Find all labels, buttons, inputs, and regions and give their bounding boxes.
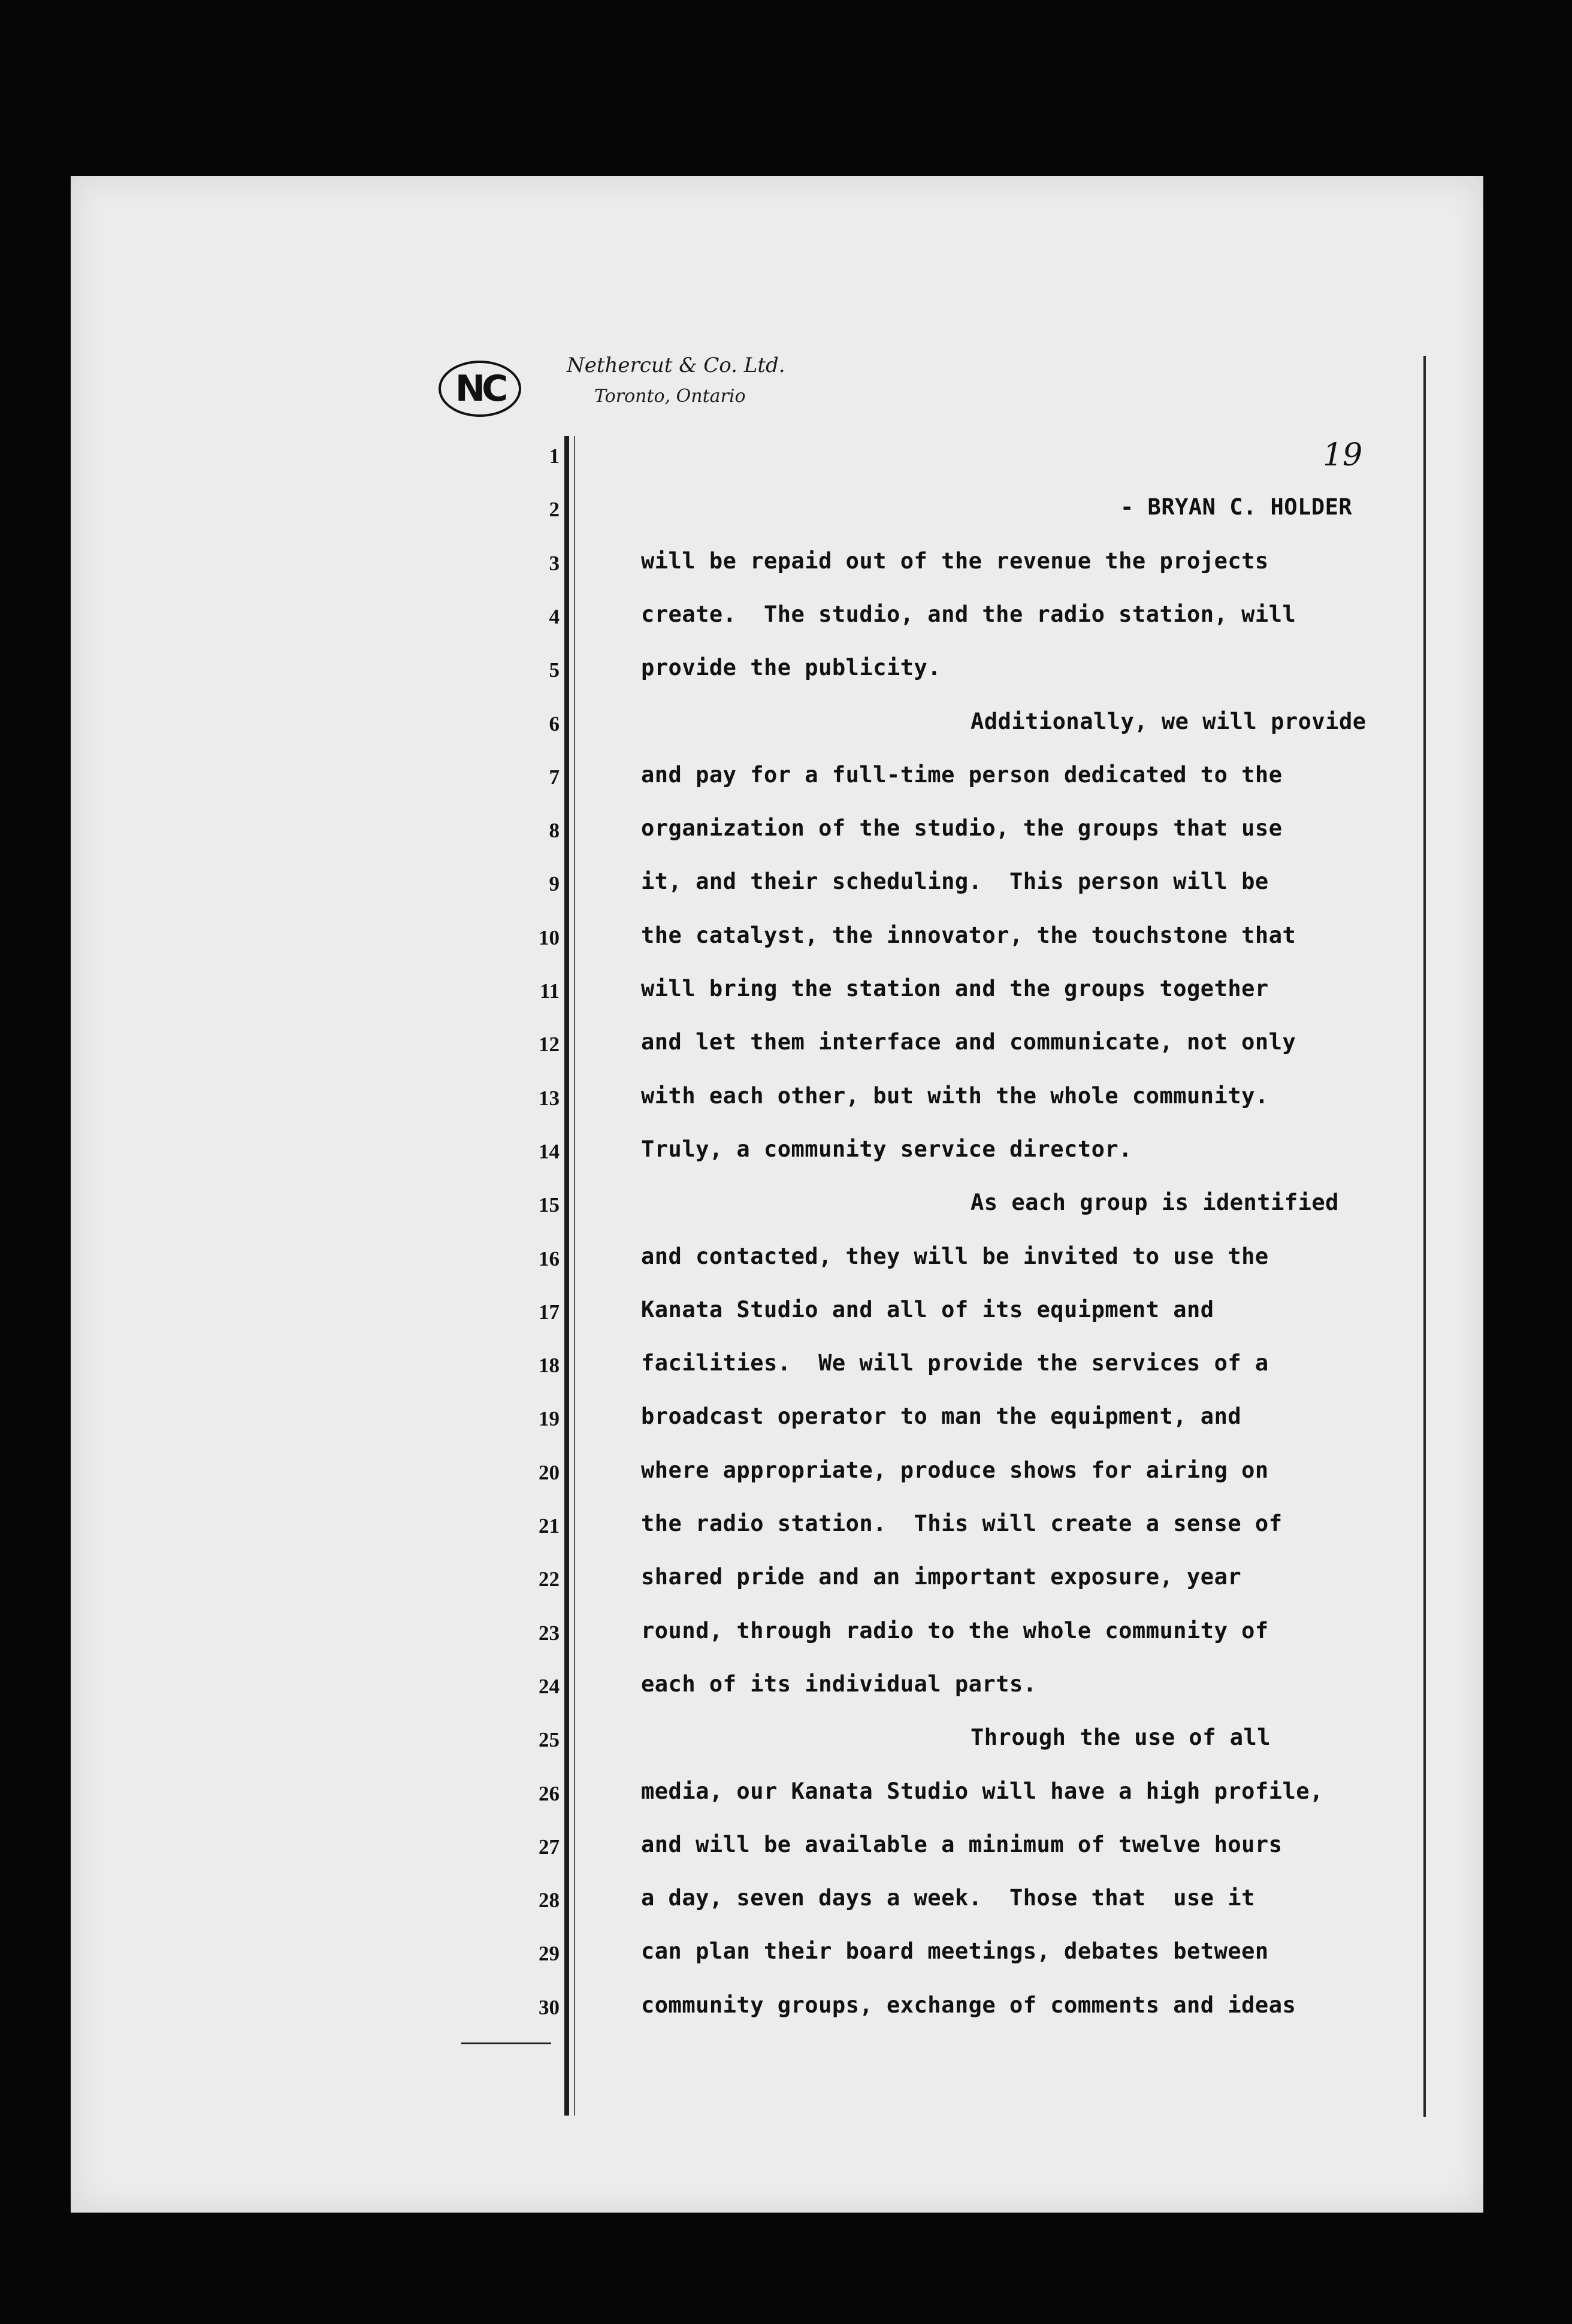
logo-text: NC: [455, 368, 505, 410]
transcript-line: Truly, a community service director.: [641, 1136, 1132, 1162]
speaker-name: - BRYAN C. HOLDER: [1120, 494, 1353, 521]
company-city: Toronto, Ontario: [594, 386, 746, 407]
line-number: 4: [549, 604, 560, 628]
transcript-line: and will be available a minimum of twelve hours: [641, 1831, 1283, 1857]
transcript-line: provide the publicity.: [641, 655, 942, 681]
transcript-line: the radio station. This will create a sense of: [641, 1511, 1283, 1536]
transcript-line: Kanata Studio and all of its equipment and: [641, 1296, 1214, 1323]
transcript-line: the catalyst, the innovator, the touchstone that: [641, 922, 1296, 948]
line-number: 25: [539, 1728, 560, 1752]
line-number: 7: [549, 765, 560, 789]
transcript-line: As each group is identified: [971, 1190, 1339, 1216]
line-number: 18: [539, 1354, 560, 1378]
line-number: 10: [539, 925, 560, 949]
line-number: 23: [539, 1621, 560, 1645]
line-number: 17: [539, 1300, 560, 1324]
line-number: 5: [549, 658, 560, 682]
line-number: 21: [539, 1514, 560, 1538]
line-number: 28: [539, 1889, 560, 1913]
line-number: 2: [549, 498, 560, 522]
transcript-line: Through the use of all: [971, 1724, 1271, 1751]
transcript-line: can plan their board meetings, debates between: [641, 1938, 1269, 1965]
transcript-line: a day, seven days a week. Those that use it: [641, 1885, 1255, 1911]
line-number: 22: [539, 1568, 560, 1591]
transcript-line: Additionally, we will provide: [971, 708, 1367, 734]
line-number: 26: [539, 1781, 560, 1805]
line-number: 24: [539, 1674, 560, 1698]
letterhead: [567, 350, 785, 412]
transcript-line: each of its individual parts.: [641, 1671, 1037, 1697]
line-number: 3: [549, 551, 560, 575]
transcript-line: will bring the station and the groups together: [641, 976, 1269, 1001]
line-number: 27: [539, 1835, 560, 1859]
left-margin-rule-inner: [574, 436, 575, 2116]
transcript-line: will be repaid out of the revenue the projects: [641, 547, 1269, 574]
line-number: 14: [539, 1139, 560, 1163]
right-margin-rule: [1423, 356, 1426, 2117]
page-number: 19: [1323, 437, 1363, 473]
transcript-line: organization of the studio, the groups that use: [641, 815, 1283, 842]
line-number: 30: [539, 1995, 560, 2019]
transcript-line: facilities. We will provide the services of a: [641, 1350, 1269, 1376]
line-number: 6: [549, 712, 560, 736]
transcript-line: and pay for a full-time person dedicated to the: [641, 761, 1283, 788]
line-number: 29: [539, 1942, 560, 1966]
line-number: 15: [539, 1193, 560, 1217]
transcript-line: and let them interface and communicate, not only: [641, 1029, 1296, 1055]
transcript-line: and contacted, they will be invited to use the: [641, 1243, 1269, 1269]
transcript-line: community groups, exchange of comments and ideas: [641, 1992, 1296, 2018]
line-number: 8: [549, 819, 560, 843]
line-number: 19: [539, 1407, 560, 1431]
transcript-line: round, through radio to the whole community of: [641, 1617, 1269, 1644]
left-margin-rule: [564, 436, 569, 2116]
transcript-line: shared pride and an important exposure, year: [641, 1564, 1242, 1590]
line-number: 11: [539, 979, 560, 1003]
company-logo: [439, 361, 521, 417]
transcript-line: create. The studio, and the radio station, will: [641, 601, 1296, 627]
line-number: 20: [539, 1460, 560, 1484]
company-name: Nethercut & Co. Ltd.: [567, 353, 785, 377]
transcript-line: it, and their scheduling. This person will be: [641, 869, 1269, 895]
line-number: 16: [539, 1246, 560, 1270]
transcript-line: media, our Kanata Studio will have a high profile,: [641, 1778, 1323, 1804]
transcript-line: where appropriate, produce shows for airing on: [641, 1457, 1269, 1483]
transcript-line: broadcast operator to man the equipment, and: [641, 1403, 1242, 1430]
margin-dash-mark: [461, 2042, 551, 2044]
transcript-line: with each other, but with the whole community.: [641, 1082, 1269, 1109]
line-number: 12: [539, 1033, 560, 1057]
line-number: 9: [549, 872, 560, 896]
line-number: 13: [539, 1086, 560, 1110]
line-number: 1: [549, 444, 560, 468]
